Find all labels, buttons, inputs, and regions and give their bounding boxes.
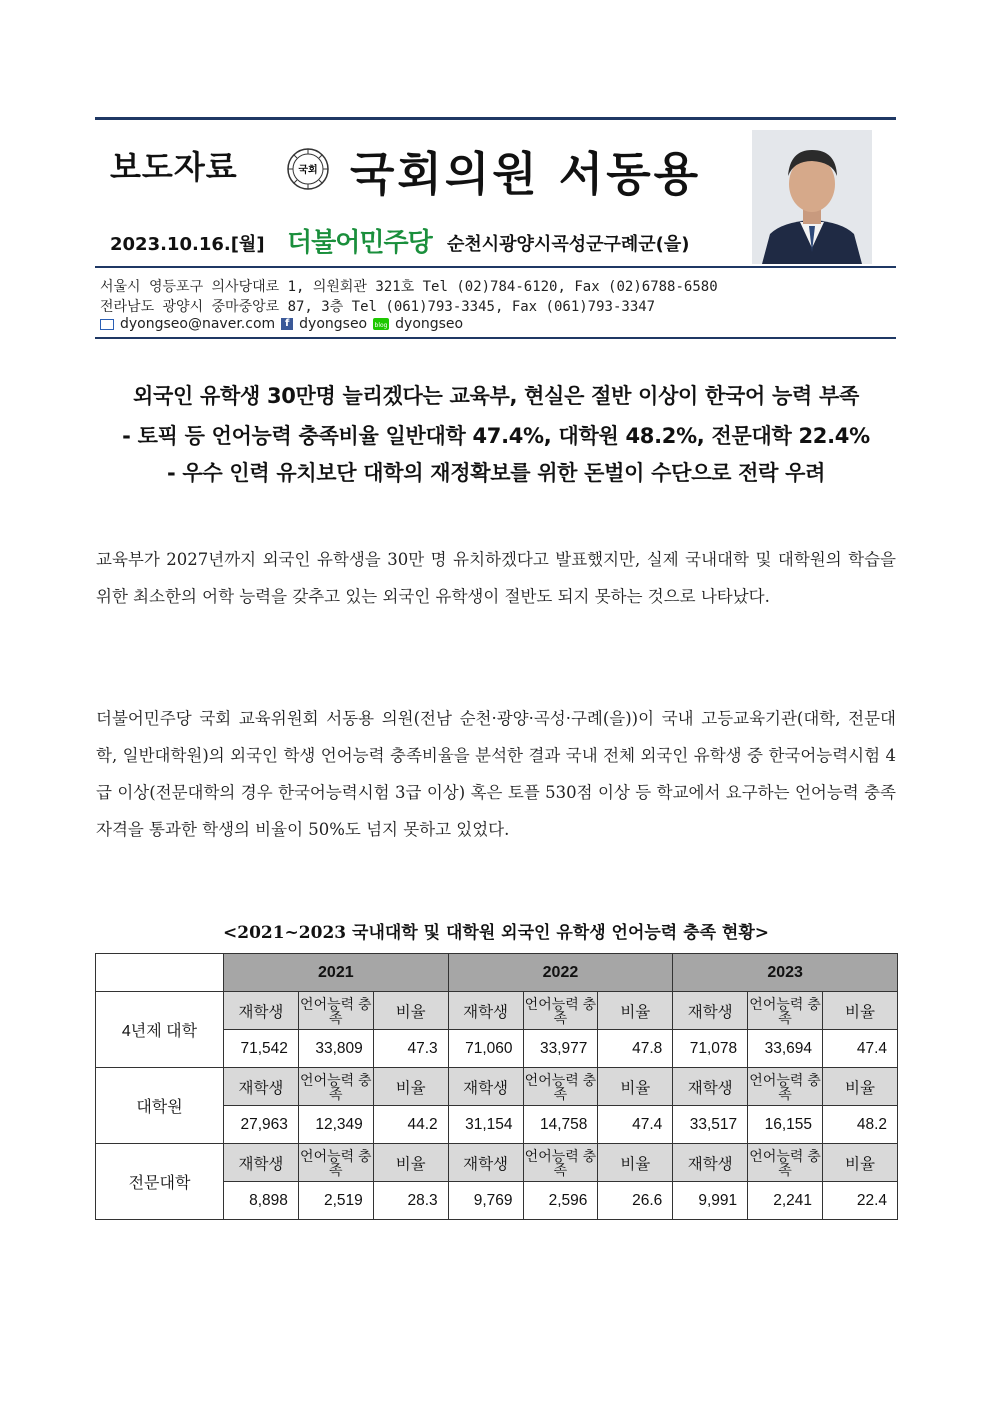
col-ratio: 비율 — [373, 1068, 448, 1106]
col-ratio: 비율 — [373, 1144, 448, 1182]
table-cell: 33,517 — [673, 1106, 748, 1144]
member-title: 국회의원 서동용 — [350, 147, 702, 201]
table-cell: 71,078 — [673, 1030, 748, 1068]
category-cell: 대학원 — [96, 1068, 224, 1144]
table-cell: 22.4 — [823, 1182, 898, 1220]
table-cell: 9,769 — [448, 1182, 523, 1220]
col-qualified: 언어능력 충족 — [298, 992, 373, 1030]
table-cell: 16,155 — [748, 1106, 823, 1144]
table-caption: <2021~2023 국내대학 및 대학원 외국인 유학생 언어능력 충족 현황> — [223, 923, 769, 943]
table-cell: 33,977 — [523, 1030, 598, 1068]
col-enrolled: 재학생 — [448, 1144, 523, 1182]
blog-badge-text: blog — [374, 322, 388, 329]
table-cell: 28.3 — [373, 1182, 448, 1220]
table-cell: 47.3 — [373, 1030, 448, 1068]
emblem-text: 국회 — [298, 165, 318, 176]
table-cell: 47.4 — [823, 1030, 898, 1068]
blog-link[interactable]: dyongseo — [395, 316, 464, 332]
col-ratio: 비율 — [823, 1144, 898, 1182]
table-cell: 71,060 — [448, 1030, 523, 1068]
col-enrolled: 재학생 — [224, 992, 299, 1030]
member-portrait — [752, 130, 872, 264]
table-cell: 33,694 — [748, 1030, 823, 1068]
header-middle-rule — [95, 266, 896, 268]
col-ratio: 비율 — [823, 992, 898, 1030]
table-cell: 48.2 — [823, 1106, 898, 1144]
category-cell: 4년제 대학 — [96, 992, 224, 1068]
table-subheader-row — [96, 1068, 898, 1106]
press-release-label: 보도자료 — [110, 148, 238, 186]
col-ratio: 비율 — [373, 992, 448, 1030]
language-proficiency-table — [95, 953, 898, 1220]
col-enrolled: 재학생 — [448, 992, 523, 1030]
table-cell: 47.8 — [598, 1030, 673, 1068]
table-cell: 2,596 — [523, 1182, 598, 1220]
release-date: 2023.10.16.[월] — [110, 234, 265, 255]
headline-sub-1: - 토픽 등 언어능력 충족비율 일반대학 47.4%, 대학원 48.2%, 전문대학 22.4% — [122, 424, 870, 448]
blog-icon — [373, 318, 389, 330]
table-cell: 71,542 — [224, 1030, 299, 1068]
table-cell: 9,991 — [673, 1182, 748, 1220]
table-cell: 47.4 — [598, 1106, 673, 1144]
col-enrolled: 재학생 — [224, 1144, 299, 1182]
table-corner-cell — [96, 954, 224, 992]
table-cell: 8,898 — [224, 1182, 299, 1220]
col-qualified: 언어능력 충족 — [748, 1144, 823, 1182]
col-enrolled: 재학생 — [673, 992, 748, 1030]
facebook-icon: f — [281, 318, 293, 330]
table-subheader-row — [96, 992, 898, 1030]
header-top-rule — [95, 117, 896, 120]
table-subheader-row — [96, 1144, 898, 1182]
col-enrolled: 재학생 — [224, 1068, 299, 1106]
body-paragraph-1: 교육부가 2027년까지 외국인 유학생을 30만 명 유치하겠다고 발표했지만, 실제 국내대학 및 대학원의 학습을 위한 최소한의 어학 능력을 갖추고 있는 외국인 유학생이 절반도 되지 못하는 것으로 나타났다. — [96, 550, 896, 606]
party-name: 더불어민주당 — [287, 228, 432, 258]
col-ratio: 비율 — [598, 1144, 673, 1182]
table-cell: 31,154 — [448, 1106, 523, 1144]
table-cell: 2,519 — [298, 1182, 373, 1220]
district-name: 순천시광양시곡성군구례군(을) — [447, 234, 690, 255]
year-header: 2022 — [448, 954, 673, 992]
col-ratio: 비율 — [823, 1068, 898, 1106]
table-cell: 2,241 — [748, 1182, 823, 1220]
table-cell: 14,758 — [523, 1106, 598, 1144]
header-bottom-rule — [95, 337, 896, 339]
body-paragraph-2: 더불어민주당 국회 교육위원회 서동용 의원(전남 순천·광양·곡성·구례(을))이 국내 고등교육기관(대학, 전문대학, 일반대학원)의 외국인 학생 언어능력 충족비율을 분석한 결과 국내 전체 외국인 유학생 중 한국어능력시험 4급 이상(전문대학의 경우 한국어능력시험 3급 이상) 혹은 토플 530점 이상 등 학교에서 요구하는 언어능력 충족자격을 통과한 학생의 비율이 50%도 넘지 못하고 있었다. — [96, 709, 896, 839]
table-cell: 33,809 — [298, 1030, 373, 1068]
email-link[interactable]: dyongseo@naver.com — [120, 316, 276, 332]
col-qualified: 언어능력 충족 — [523, 1068, 598, 1106]
col-enrolled: 재학생 — [673, 1068, 748, 1106]
contact-links — [100, 316, 463, 332]
table-year-header-row — [96, 954, 898, 992]
col-qualified: 언어능력 충족 — [523, 992, 598, 1030]
seoul-office-address: 서울시 영등포구 의사당대로 1, 의원회관 321호 Tel (02)784-6120, Fax (02)6788-6580 — [100, 279, 718, 295]
col-qualified: 언어능력 충족 — [748, 1068, 823, 1106]
facebook-link[interactable]: dyongseo — [299, 316, 368, 332]
headline-sub-2: - 우수 인력 유치보단 대학의 재정확보를 위한 돈벌이 수단으로 전락 우려 — [166, 461, 826, 485]
col-ratio: 비율 — [598, 992, 673, 1030]
col-qualified: 언어능력 충족 — [298, 1144, 373, 1182]
email-icon — [100, 319, 114, 330]
category-cell: 전문대학 — [96, 1144, 224, 1220]
col-ratio: 비율 — [598, 1068, 673, 1106]
col-qualified: 언어능력 충족 — [748, 992, 823, 1030]
year-header: 2023 — [673, 954, 898, 992]
year-header: 2021 — [224, 954, 449, 992]
national-assembly-emblem-icon — [286, 147, 330, 191]
table-cell: 12,349 — [298, 1106, 373, 1144]
table-cell: 44.2 — [373, 1106, 448, 1144]
table-cell: 26.6 — [598, 1182, 673, 1220]
col-enrolled: 재학생 — [673, 1144, 748, 1182]
table-cell: 27,963 — [224, 1106, 299, 1144]
col-qualified: 언어능력 충족 — [298, 1068, 373, 1106]
gwangyang-office-address: 전라남도 광양시 중마중앙로 87, 3층 Tel (061)793-3345, Fax (061)793-3347 — [100, 299, 656, 315]
headline-main: 외국인 유학생 30만명 늘리겠다는 교육부, 현실은 절반 이상이 한국어 능력 부족 — [133, 384, 859, 408]
col-enrolled: 재학생 — [448, 1068, 523, 1106]
col-qualified: 언어능력 충족 — [523, 1144, 598, 1182]
